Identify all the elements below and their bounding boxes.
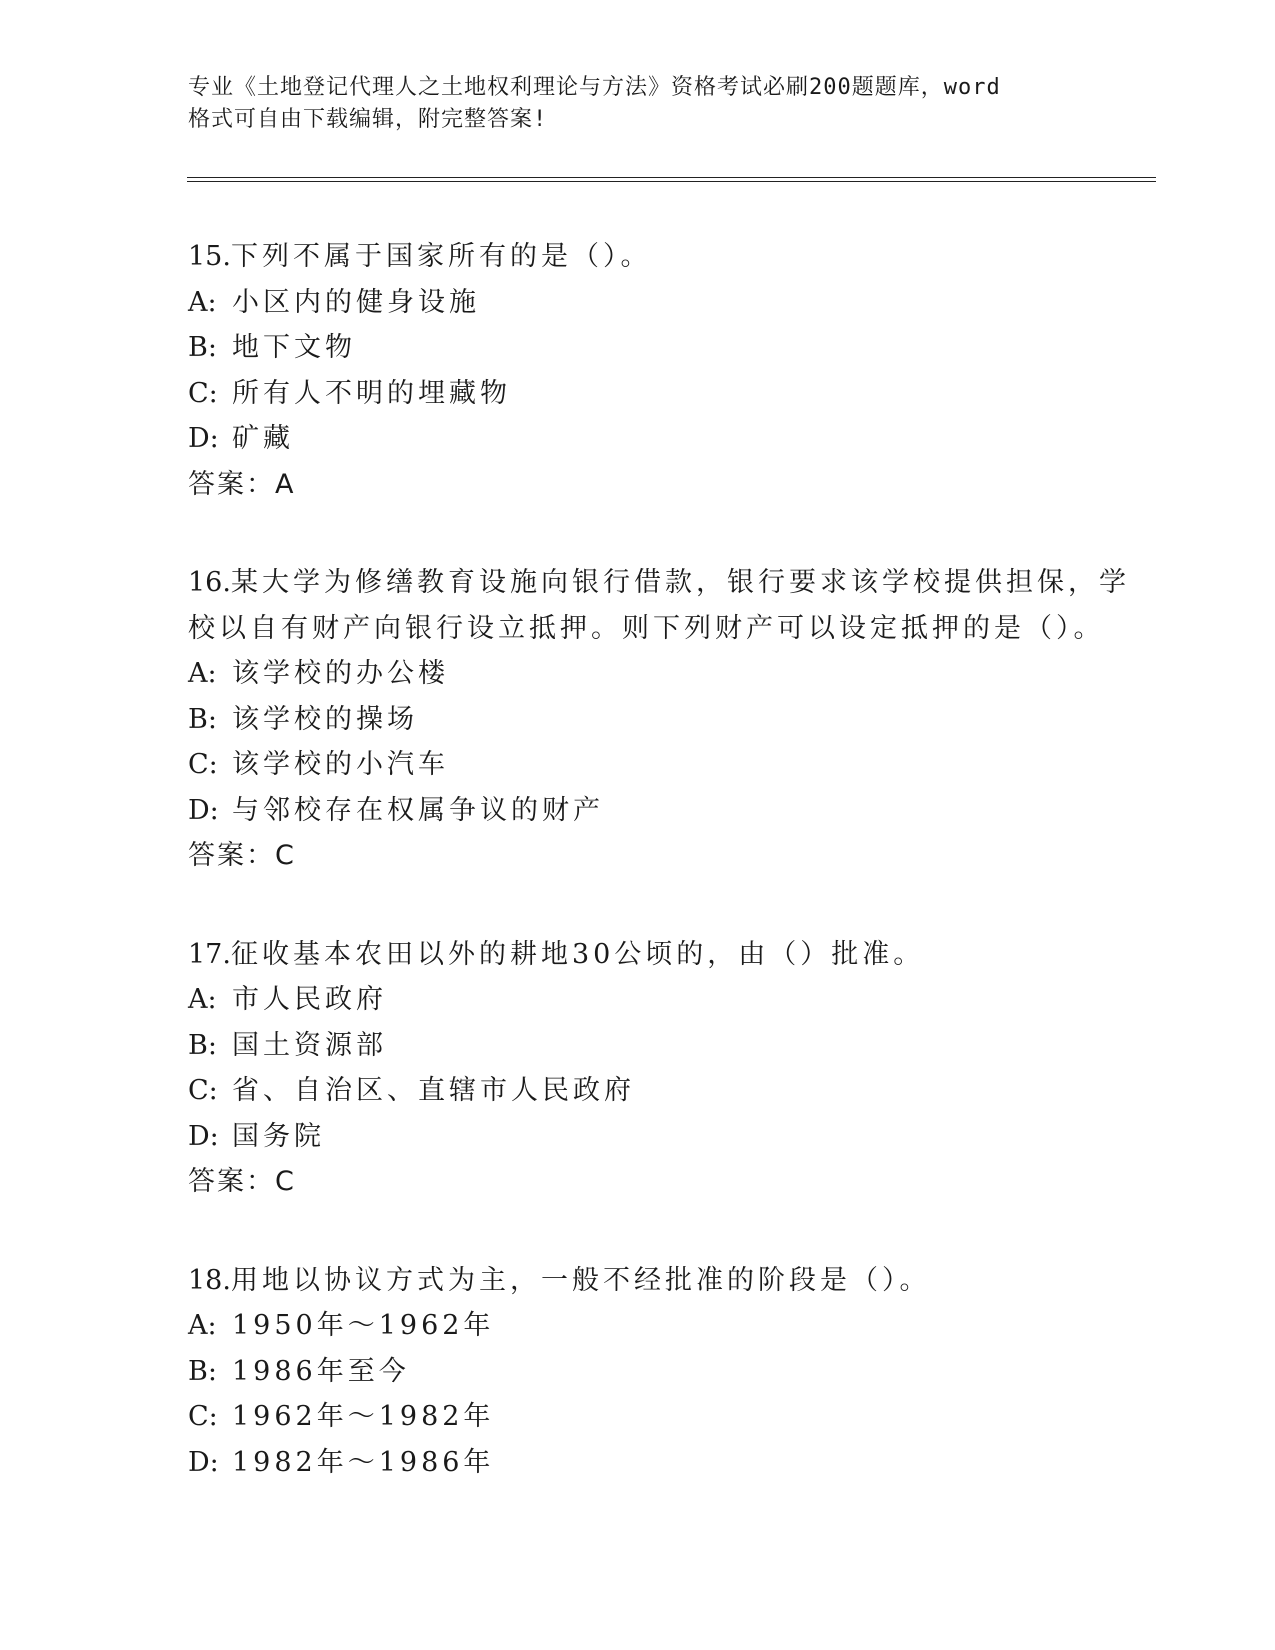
option-text: 该学校的小汽车 [232, 749, 449, 780]
question-stem [188, 234, 1088, 280]
option-c [188, 1394, 1088, 1440]
option-d [188, 416, 1088, 462]
question-15 [188, 234, 1088, 507]
option-text: 与邻校存在权属争议的财产 [232, 794, 604, 826]
option-letter: C: [188, 1401, 218, 1432]
option-c [188, 1068, 1088, 1114]
option-letter: C: [188, 1075, 218, 1106]
question-stem [188, 1258, 1088, 1304]
option-a [188, 977, 1088, 1023]
option-text: 国土资源部 [232, 1029, 387, 1061]
question-text-continued: 校以自有财产向银行设立抵押。则下列财产可以设定抵押的是（）。 [188, 612, 1105, 644]
question-stem [188, 932, 1088, 978]
question-text: 用地以协议方式为主，一般不经批准的阶段是（）。 [230, 1264, 931, 1296]
option-text: 国务院 [232, 1120, 325, 1152]
option-letter: D: [188, 1446, 219, 1478]
option-d [188, 1440, 1088, 1486]
option-letter: D: [188, 1120, 219, 1152]
question-number: 18. [188, 1264, 231, 1296]
option-letter: A: [188, 658, 217, 689]
option-text: 地下文物 [232, 332, 356, 363]
option-text: 该学校的操场 [232, 703, 418, 735]
document-header [188, 72, 1088, 136]
option-b [188, 325, 1088, 371]
option-letter: B: [188, 1029, 217, 1061]
header-divider [187, 177, 1156, 182]
option-letter: A: [188, 1310, 217, 1341]
question-text: 某大学为修缮教育设施向银行借款，银行要求该学校提供担保，学 [230, 567, 1130, 598]
option-letter: B: [188, 332, 217, 363]
answer-line: 答案：C [188, 1166, 296, 1197]
option-text: 矿藏 [232, 423, 294, 454]
question-number: 16. [188, 567, 231, 598]
option-letter: D: [188, 794, 219, 826]
answer-line: 答案：C [188, 840, 296, 871]
answer-line: 答案：A [188, 468, 296, 500]
option-text: 1986年至今 [232, 1355, 410, 1387]
option-letter: C: [188, 749, 218, 780]
option-text: 1982年～1986年 [232, 1446, 495, 1478]
option-b [188, 1349, 1088, 1395]
option-letter: C: [188, 377, 218, 409]
option-b [188, 1023, 1088, 1069]
question-17 [188, 932, 1088, 1205]
question-number: 17. [188, 938, 231, 970]
option-letter: B: [188, 1355, 217, 1387]
header-title-line-2: 格式可自由下载编辑，附完整答案! [188, 107, 548, 132]
option-a [188, 280, 1088, 326]
option-text: 省、自治区、直辖市人民政府 [232, 1075, 635, 1106]
option-letter: A: [188, 984, 217, 1015]
option-text: 市人民政府 [232, 984, 387, 1015]
option-a [188, 1303, 1088, 1349]
option-c [188, 371, 1088, 417]
question-list [188, 234, 1130, 1538]
option-text: 所有人不明的埋藏物 [232, 377, 511, 409]
option-text: 1962年～1982年 [232, 1401, 495, 1432]
question-18 [188, 1258, 1088, 1486]
question-16 [188, 560, 1130, 879]
option-text: 该学校的办公楼 [232, 658, 449, 689]
option-letter: D: [188, 423, 219, 454]
option-d [188, 788, 1088, 834]
option-a [188, 651, 1088, 697]
question-text: 下列不属于国家所有的是（）。 [230, 241, 652, 272]
option-c [188, 742, 1088, 788]
option-letter: B: [188, 703, 217, 735]
option-d [188, 1114, 1088, 1160]
option-text: 小区内的健身设施 [232, 286, 480, 318]
question-number: 15. [188, 241, 231, 272]
option-text: 1950年～1962年 [232, 1310, 495, 1341]
header-title-line-1: 专业《土地登记代理人之土地权利理论与方法》资格考试必刷200题题库，word [188, 75, 1001, 100]
question-text: 征收基本农田以外的耕地30公顷的，由（）批准。 [230, 938, 925, 970]
question-stem [188, 560, 1130, 606]
option-letter: A: [188, 286, 217, 318]
option-b [188, 697, 1088, 743]
